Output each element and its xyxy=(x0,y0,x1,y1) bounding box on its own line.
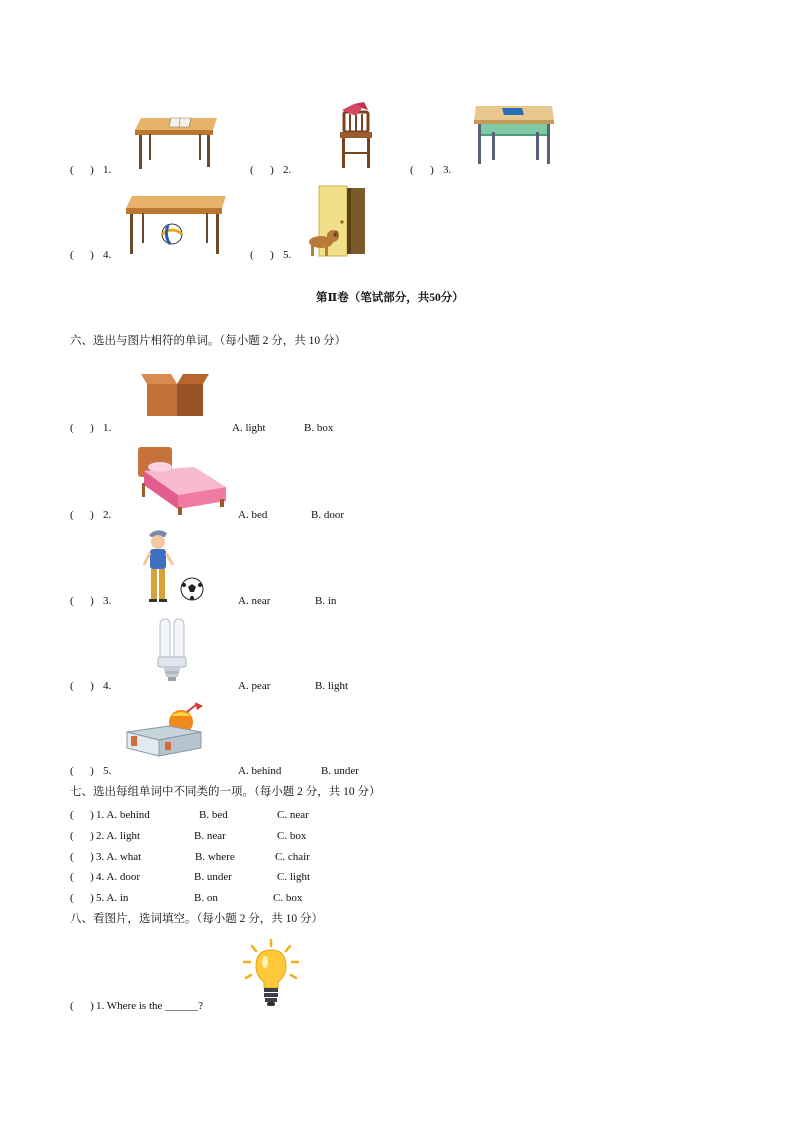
q6-item-4-option-b[interactable]: B. light xyxy=(315,680,349,692)
part1-item-2-paren[interactable]: ( ) xyxy=(250,164,274,176)
q8-item-1-paren[interactable]: ( ) xyxy=(70,1000,94,1012)
q7-item-4-option-a[interactable]: 4. A. door xyxy=(96,871,140,883)
q7-item-4-option-b[interactable]: B. under xyxy=(194,871,232,883)
q7-item-4-option-c[interactable]: C. light xyxy=(277,871,311,883)
q6-item-1-option-b[interactable]: B. box xyxy=(304,422,334,434)
part1-item-1-number: 1. xyxy=(103,164,112,176)
q7-item-3-option-a[interactable]: 3. A. what xyxy=(96,851,142,863)
q6-item-2-option-a[interactable]: A. bed xyxy=(238,509,268,521)
boy-with-ball-icon xyxy=(141,527,207,605)
q6-item-3-option-a[interactable]: A. near xyxy=(238,595,271,607)
q7-item-1-option-c[interactable]: C. near xyxy=(277,809,309,821)
q7-item-3-option-b[interactable]: B. where xyxy=(195,851,235,863)
q7-item-3-paren[interactable]: ( ) xyxy=(70,851,94,863)
q7-item-2-option-c[interactable]: C. box xyxy=(277,830,307,842)
bed-icon xyxy=(134,443,228,517)
q6-item-5-paren[interactable]: ( ) xyxy=(70,765,94,777)
part1-item-3-number: 3. xyxy=(443,164,452,176)
part1-item-2-number: 2. xyxy=(283,164,292,176)
desk-with-book-icon xyxy=(472,102,556,166)
q7-item-1-option-b[interactable]: B. bed xyxy=(199,809,228,821)
q6-heading: 六、选出与图片相符的单词。（每小题 2 分，共 10 分） xyxy=(70,335,346,347)
q8-item-1-text: 1. Where is the ______? xyxy=(96,1000,204,1012)
q7-item-4-paren[interactable]: ( ) xyxy=(70,871,94,883)
glowing-bulb-icon xyxy=(240,938,302,1008)
q8-heading: 八、看图片，选词填空。（每小题 2 分，共 10 分） xyxy=(70,913,323,925)
q7-item-5-paren[interactable]: ( ) xyxy=(70,892,94,904)
q6-item-3-paren[interactable]: ( ) xyxy=(70,595,94,607)
part1-item-5-paren[interactable]: ( ) xyxy=(250,249,274,261)
ball-under-desk-icon xyxy=(124,192,228,256)
part1-item-4-number: 4. xyxy=(103,249,112,261)
part1-item-4-paren[interactable]: ( ) xyxy=(70,249,94,261)
light-bulb-icon xyxy=(154,617,190,687)
q6-item-1-number: 1. xyxy=(103,422,112,434)
section-title: 第Ⅱ卷（笔试部分，共50分） xyxy=(316,292,464,304)
q6-item-1-option-a[interactable]: A. light xyxy=(232,422,266,434)
q7-item-2-option-a[interactable]: 2. A. light xyxy=(96,830,141,842)
desk-with-book-icon xyxy=(133,114,219,170)
q7-item-2-paren[interactable]: ( ) xyxy=(70,830,94,842)
q6-item-2-number: 2. xyxy=(103,509,112,521)
q6-item-4-option-a[interactable]: A. pear xyxy=(238,680,271,692)
q7-item-1-option-a[interactable]: 1. A. behind xyxy=(96,809,150,821)
q7-heading: 七、选出每组单词中不同类的一项。（每小题 2 分，共 10 分） xyxy=(70,786,381,798)
q6-item-2-paren[interactable]: ( ) xyxy=(70,509,94,521)
ball-behind-box-icon xyxy=(125,702,205,758)
q7-item-5-option-a[interactable]: 5. A. in xyxy=(96,892,129,904)
q6-item-4-paren[interactable]: ( ) xyxy=(70,680,94,692)
q6-item-5-option-b[interactable]: B. under xyxy=(321,765,359,777)
part1-item-1-paren[interactable]: ( ) xyxy=(70,164,94,176)
q7-item-2-option-b[interactable]: B. near xyxy=(194,830,226,842)
q6-item-3-option-b[interactable]: B. in xyxy=(315,595,337,607)
q6-item-2-option-b[interactable]: B. door xyxy=(311,509,344,521)
q7-item-5-option-b[interactable]: B. on xyxy=(194,892,218,904)
q6-item-4-number: 4. xyxy=(103,680,112,692)
dog-behind-door-icon xyxy=(305,184,369,258)
q7-item-1-paren[interactable]: ( ) xyxy=(70,809,94,821)
chair-with-bag-icon xyxy=(334,100,378,170)
q7-item-3-option-c[interactable]: C. chair xyxy=(275,851,310,863)
part1-item-5-number: 5. xyxy=(283,249,292,261)
q6-item-5-option-a[interactable]: A. behind xyxy=(238,765,282,777)
q7-item-5-option-c[interactable]: C. box xyxy=(273,892,303,904)
box-icon xyxy=(141,372,209,418)
q6-item-1-paren[interactable]: ( ) xyxy=(70,422,94,434)
q6-item-3-number: 3. xyxy=(103,595,112,607)
q6-item-5-number: 5. xyxy=(103,765,112,777)
part1-item-3-paren[interactable]: ( ) xyxy=(410,164,434,176)
